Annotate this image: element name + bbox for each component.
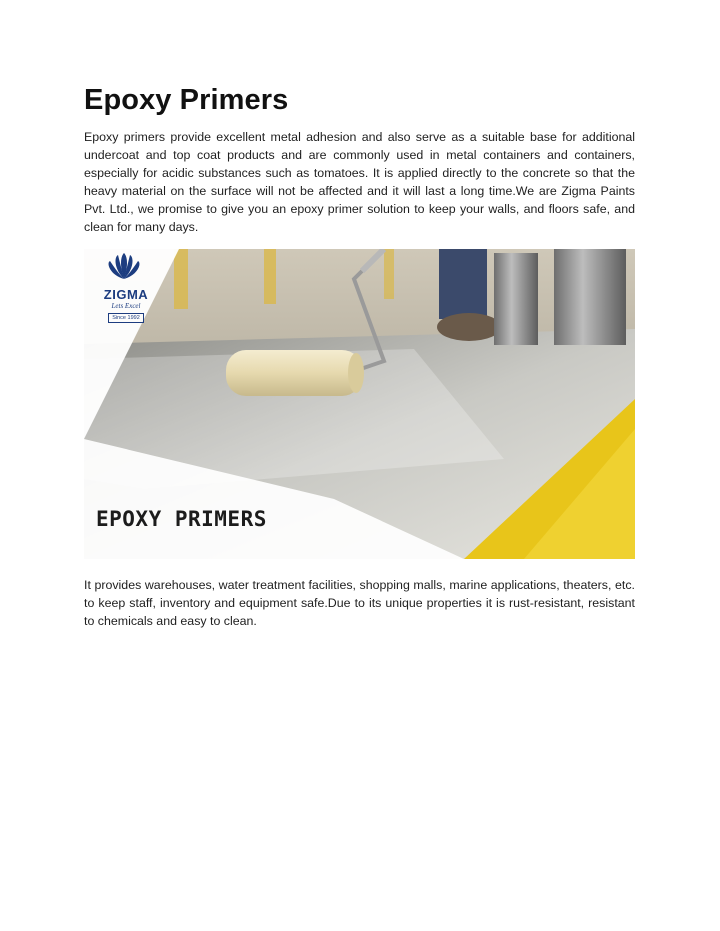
page-title: Epoxy Primers xyxy=(84,84,289,116)
logo-since-badge: Since 1992 xyxy=(108,313,144,323)
logo-name: ZIGMA xyxy=(103,287,149,302)
intro-paragraph: Epoxy primers provide excellent metal adhesion and also serve as a suitable base for additional undercoat and top coat products and are commonly used in metal containers and containers, especially for acidic substances such as tomatoes. It is applied directly to the concrete so that the heavy material on the surface will not be affected and it will last a long time.We are Zigma Paints Pvt. Ltd., we promise to give you an epoxy primer solution to keep your walls, and floors safe, and clean for many days. xyxy=(84,130,635,234)
zigma-logo xyxy=(98,255,158,327)
hero-overlay-title: EPOXY PRIMERS xyxy=(96,507,267,531)
logo-tagline: Lets Excel xyxy=(111,302,141,310)
hero-image xyxy=(84,249,635,559)
closing-paragraph: It provides warehouses, water treatment facilities, shopping malls, marine applications, theaters, etc. to keep staff, inventory and equipment safe.Due to its unique properties it is rust-resistant, resistant to chemicals and easy to clean. xyxy=(84,578,635,628)
